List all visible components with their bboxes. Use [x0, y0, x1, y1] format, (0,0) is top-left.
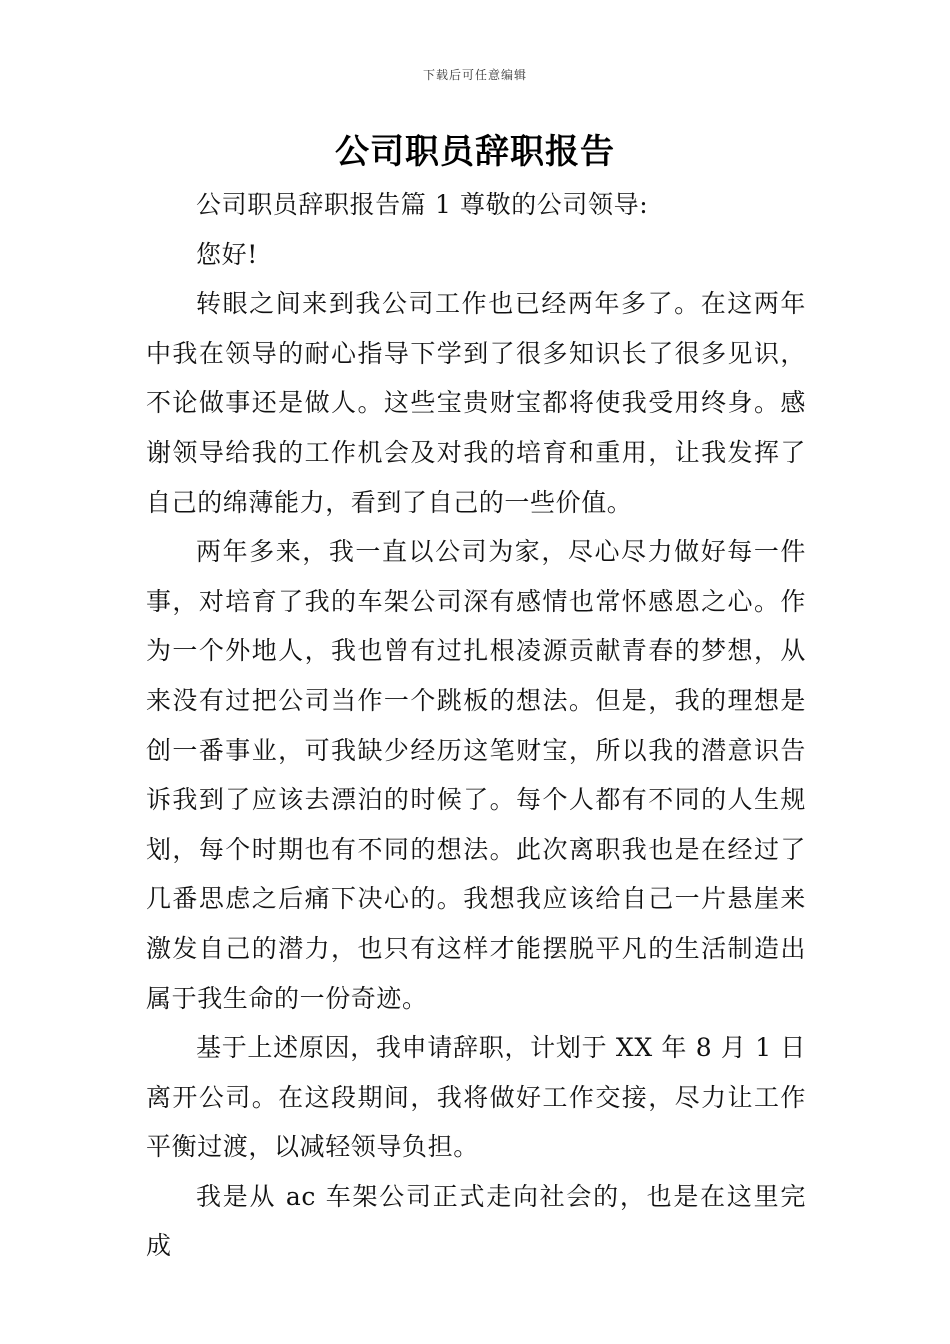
paragraph-body: 基于上述原因，我申请辞职，计划于 XX 年 8 月 1 日离开公司。在这段期间，我将做好工作交接，尽力让工作平衡过渡，以减轻领导负担。 [146, 1033, 806, 1162]
paragraph-body: 两年多来，我一直以公司为家，尽心尽力做好每一件事，对培育了我的车架公司深有感情也常怀感恩之心。作为一个外地人，我也曾有过扎根凌源贡献青春的梦想，从来没有过把公司当作一个跳板的想法。但是，我的理想是创一番事业，可我缺少经历这笔财宝，所以我的潜意识告诉我到了应该去漂泊的时候了。每个人都有不同的人生规划，每个时期也有不同的想法。此次离职我也是在经过了几番思虑之后痛下决心的。我想我应该给自己一片悬崖来激发自己的潜力，也只有这样才能摆脱平凡的生活制造出属于我生命的一份奇迹。 [146, 537, 806, 1013]
paragraph-body: 我是从 ac 车架公司正式走向社会的，也是在这里完成 [146, 1181, 806, 1261]
paragraph-salutation-line: 公司职员辞职报告篇 1 尊敬的公司领导: [196, 190, 649, 219]
paragraph-greeting: 您好! [196, 239, 258, 269]
paragraph-body: 转眼之间来到我公司工作也已经两年多了。在这两年中我在领导的耐心指导下学到了很多知识长了很多见识，不论做事还是做人。这些宝贵财宝都将使我受用终身。感谢领导给我的工作机会及对我的培育和重用，让我发挥了自己的绵薄能力，看到了自己的一些价值。 [146, 289, 806, 517]
header-note: 下载后可任意编辑 [422, 68, 527, 82]
document-title: 公司职员辞职报告 [335, 132, 615, 172]
document-body [146, 180, 806, 1271]
